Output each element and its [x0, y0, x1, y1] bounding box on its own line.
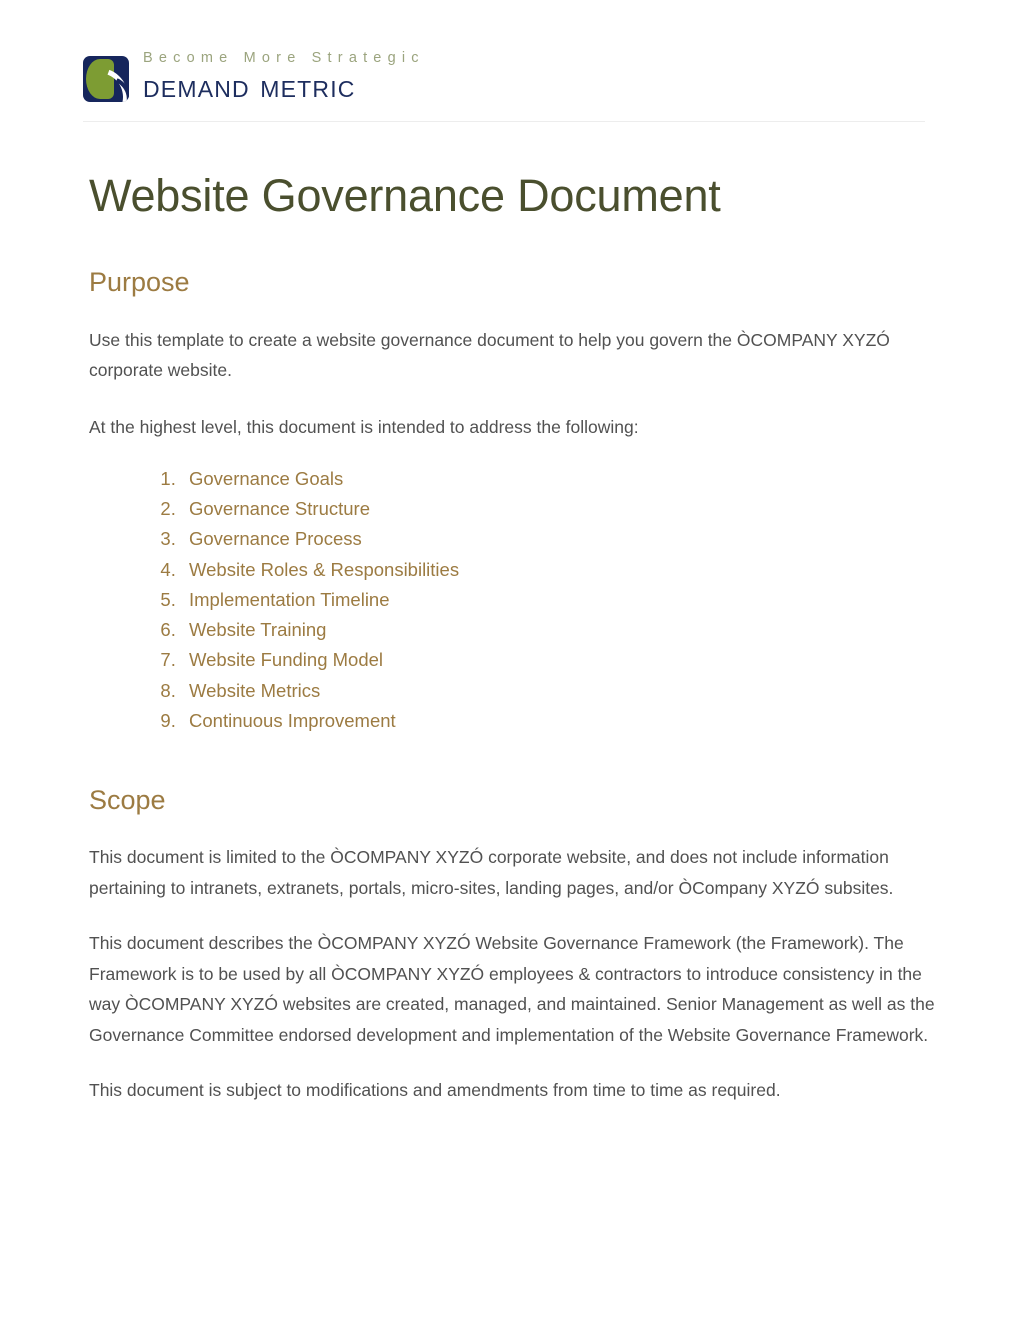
list-item: 2. Governance Structure — [181, 494, 937, 524]
list-item: 4. Website Roles & Responsibilities — [181, 555, 937, 585]
demand-metric-logo-icon — [83, 56, 129, 102]
purpose-paragraph-2: At the highest level, this document is intended to address the following: — [89, 416, 639, 437]
page-title: Website Governance Document — [89, 170, 721, 221]
list-item: 5. Implementation Timeline — [181, 585, 937, 615]
list-item: 6. Website Training — [181, 615, 937, 645]
purpose-paragraph-1: Use this template to create a website governance document to help you govern the ÒCOMPANY XYZÓ corporate website. — [89, 329, 890, 381]
scope-paragraph-1: This document is limited to the ÒCOMPANY XYZÓ corporate website, and does not include information pertaining to intranets, extranets, portals, micro-sites, landing pages, and/or ÒCompany XYZÓ subsites. — [89, 847, 894, 898]
document-content — [89, 170, 937, 1106]
list-item: 8. Website Metrics — [181, 676, 937, 706]
brand-tagline: Become More Strategic — [143, 50, 425, 66]
list-item: 3. Governance Process — [181, 524, 937, 554]
page-header — [83, 48, 925, 120]
brand-wordmark: demand metric — [143, 67, 356, 105]
list-item: 9. Continuous Improvement — [181, 706, 937, 736]
list-item: 7. Website Funding Model — [181, 645, 937, 675]
section-heading-scope: Scope — [89, 784, 166, 815]
governance-topics-list — [89, 464, 937, 736]
list-item: 1. Governance Goals — [181, 464, 937, 494]
brand-lockup — [83, 48, 925, 105]
scope-paragraph-3: This document is subject to modifications and amendments from time to time as required. — [89, 1080, 781, 1101]
brand-text — [143, 48, 425, 105]
scope-paragraph-2: This document describes the ÒCOMPANY XYZÓ Website Governance Framework (the Framework). The Framework is to be used by all ÒCOMPANY XYZÓ employees & contractors to introduce consistency in the way ÒCOMPANY XYZÓ websites are created, managed, and maintained. Senior Management as well as the Governance Committee endorsed development and implementation of the Website Governance Framework. — [89, 933, 935, 1045]
section-heading-purpose: Purpose — [89, 267, 190, 298]
header-divider — [83, 121, 925, 122]
